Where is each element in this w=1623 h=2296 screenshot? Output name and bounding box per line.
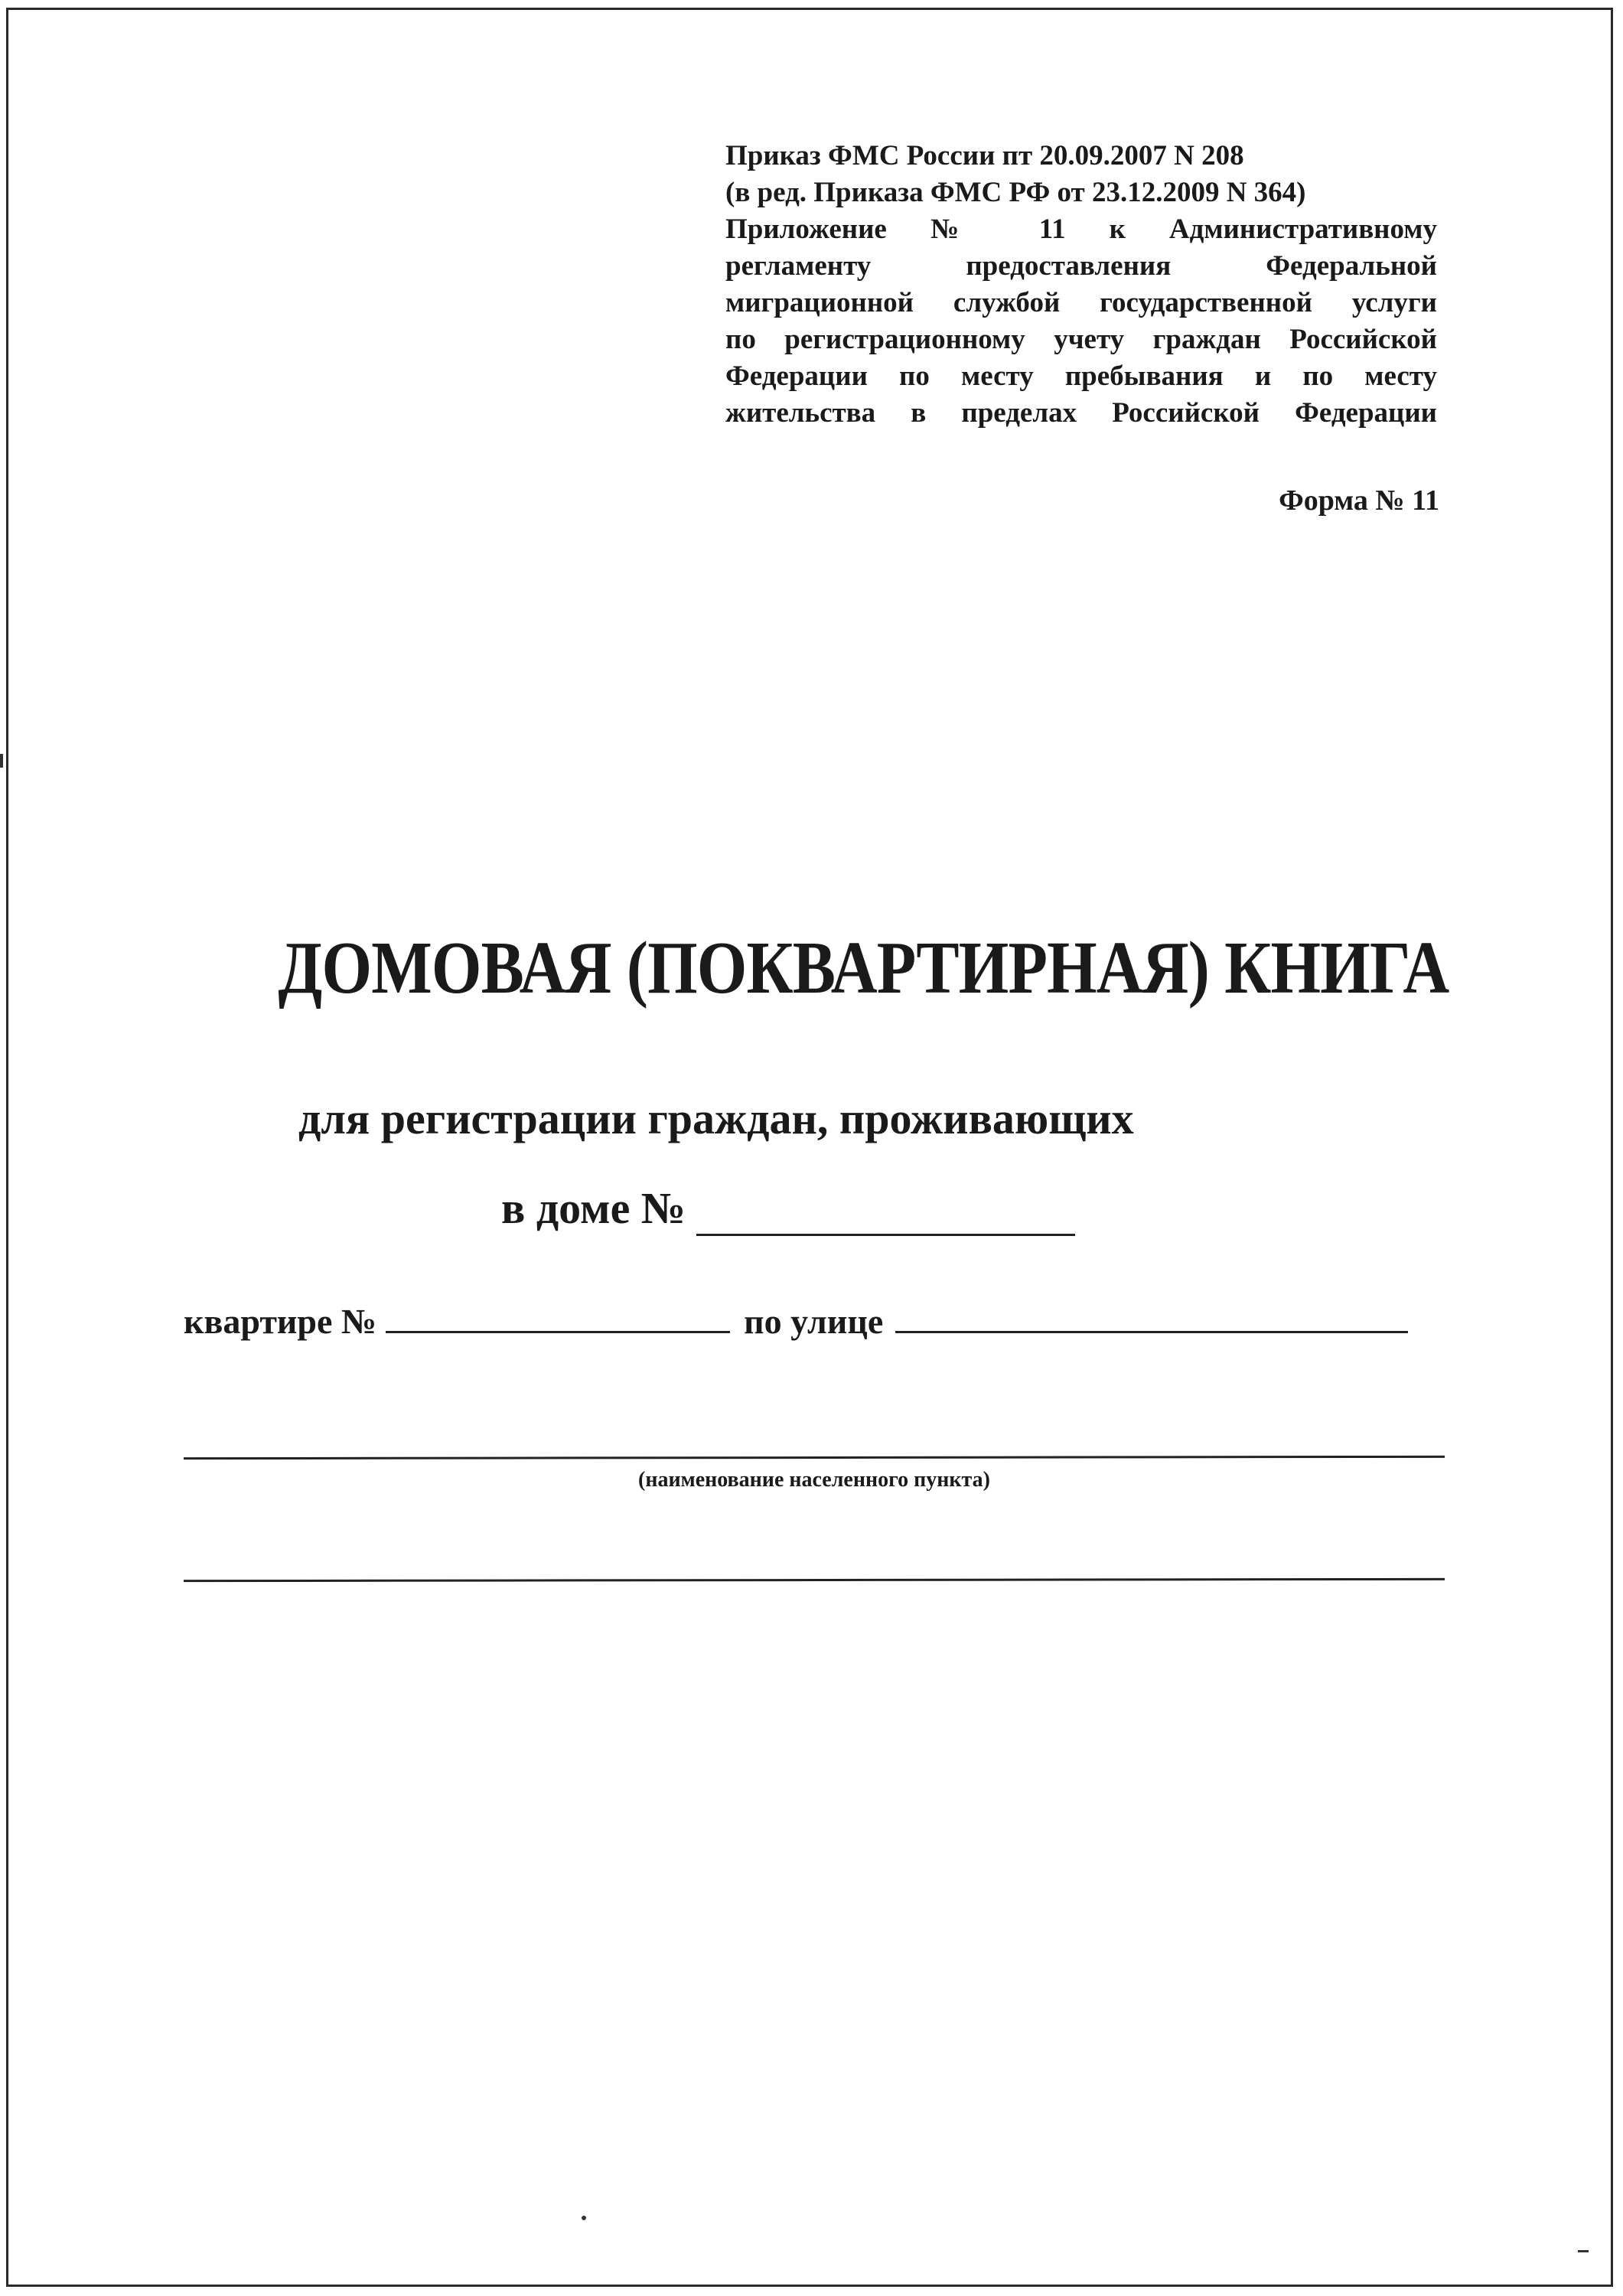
address-row xyxy=(184,1301,1439,1342)
apartment-number-field[interactable] xyxy=(386,1308,730,1333)
header-line: Приказ ФМС России пт 20.09.2007 N 208 xyxy=(725,140,1244,171)
header-line: миграционной службой государственной услуги xyxy=(725,287,1437,318)
form-number: Форма № 11 xyxy=(1279,484,1439,517)
house-number-field[interactable] xyxy=(696,1182,1075,1236)
street-label: по улице xyxy=(744,1302,884,1341)
street-field[interactable] xyxy=(895,1308,1408,1333)
apartment-number-label: квартире № xyxy=(184,1302,377,1341)
scan-speck xyxy=(582,2216,586,2220)
house-number-label: в доме № xyxy=(501,1183,686,1233)
house-number-row xyxy=(501,1182,1075,1236)
settlement-caption: (наименование населенного пункта) xyxy=(638,1468,990,1492)
header-line: жительства в пределах Российской Федерации xyxy=(725,397,1437,429)
header-line: регламенту предоставления Федеральной xyxy=(725,250,1437,282)
header-line: Приложение № 11 к Административному xyxy=(725,214,1437,245)
document-subtitle: для регистрации граждан, проживающих xyxy=(298,1094,1134,1143)
header-line: (в ред. Приказа ФМС РФ от 23.12.2009 N 364) xyxy=(725,177,1306,208)
scan-speck xyxy=(0,754,3,768)
header-line: Федерации по месту пребывания и по месту xyxy=(725,360,1437,392)
scan-speck xyxy=(1578,2250,1589,2252)
header-line: по регистрационному учету граждан Российской xyxy=(725,324,1437,355)
document-title: ДОМОВАЯ (ПОКВАРТИРНАЯ) КНИГА xyxy=(278,927,1449,1009)
header-block xyxy=(725,138,1437,432)
